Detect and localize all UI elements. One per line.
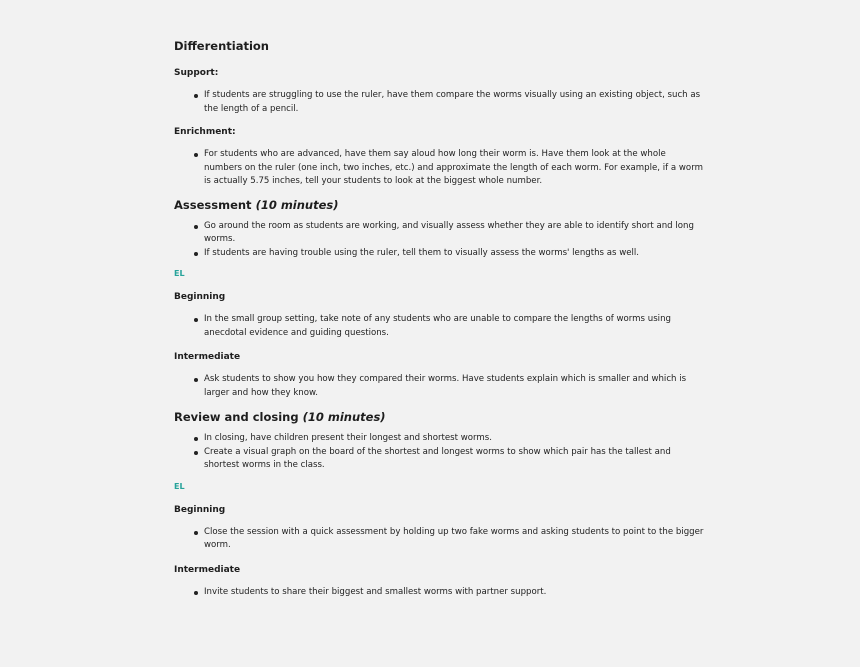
beginning-label: Beginning xyxy=(174,504,226,515)
intermediate-list xyxy=(174,586,704,600)
review-time: (10 minutes) xyxy=(302,410,386,424)
list-item: In closing, have children present their longest and shortest worms. xyxy=(174,432,704,446)
support-label: Support: xyxy=(174,68,219,78)
list-item: For students who are advanced, have them say aloud how long their worm is. Have them look at the whole numbers on the ruler (one inch, two inches, etc.) and approximate the length of each worm. For example, if a worm is actually 5.75 inches, tell your students to look at the biggest whole number. xyxy=(174,148,704,189)
list-item: Invite students to share their biggest and smallest worms with partner support. xyxy=(174,586,704,600)
beginning-list xyxy=(174,313,704,340)
support-list xyxy=(174,89,704,116)
review-list xyxy=(174,432,704,473)
beginning-label: Beginning xyxy=(174,292,226,302)
assessment-time: (10 minutes) xyxy=(255,197,339,212)
assessment-list xyxy=(174,220,704,261)
intermediate-label: Intermediate xyxy=(174,564,241,575)
list-item: Create a visual graph on the board of the shortest and longest worms to show which pair has the tallest and shortest worms in the class. xyxy=(174,446,704,473)
intermediate-label: Intermediate xyxy=(174,352,241,362)
review-heading-text: Review and closing xyxy=(174,410,299,424)
review-heading xyxy=(174,409,704,425)
el-label: EL xyxy=(174,269,185,278)
lesson-content xyxy=(174,38,704,599)
list-item: In the small group setting, take note of any students who are unable to compare the lengths of worms using anecdotal evidence and guiding questions. xyxy=(174,313,704,340)
list-item: If students are having trouble using the ruler, tell them to visually assess the worms' lengths as well. xyxy=(174,247,704,261)
assessment-heading-text: Assessment xyxy=(174,197,252,212)
enrichment-label: Enrichment: xyxy=(174,127,236,137)
list-item: Go around the room as students are working, and visually assess whether they are able to identify short and long worms. xyxy=(174,220,704,247)
beginning-list xyxy=(174,526,704,553)
list-item: If students are struggling to use the ruler, have them compare the worms visually using an existing object, such as the length of a pencil. xyxy=(174,89,704,116)
el-label: EL xyxy=(174,481,185,491)
enrichment-list xyxy=(174,148,704,189)
list-item: Close the session with a quick assessment by holding up two fake worms and asking students to point to the bigger worm. xyxy=(174,526,704,553)
intermediate-list xyxy=(174,373,704,400)
section-title-differentiation: Differentiation xyxy=(174,39,269,53)
list-item: Ask students to show you how they compared their worms. Have students explain which is smaller and which is larger and how they know. xyxy=(174,373,704,400)
assessment-heading xyxy=(174,197,704,213)
